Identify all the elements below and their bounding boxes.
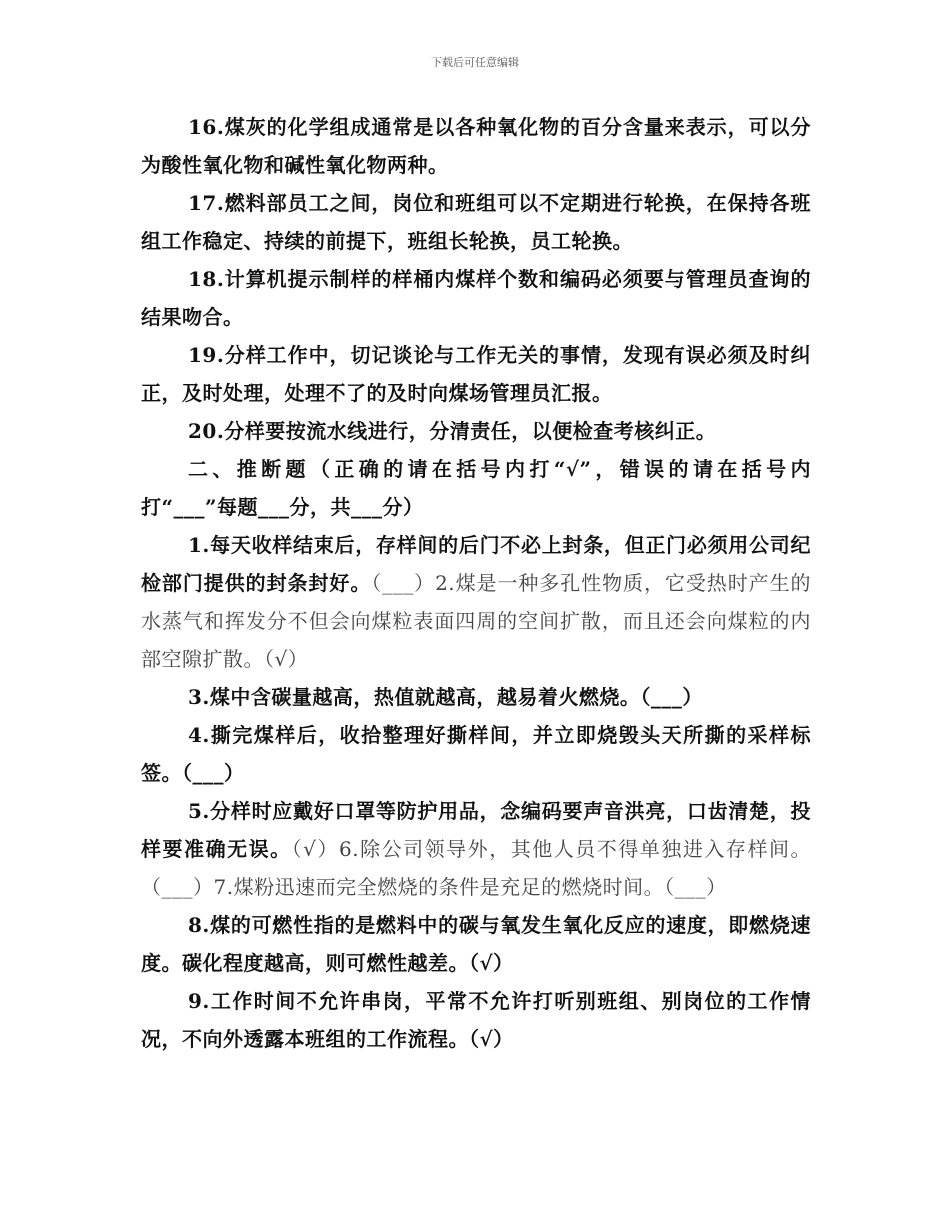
question-text: （___）2.煤是一种多孔性物质，它受热时产生的水蒸气和挥发分不但会向煤粒表面四周的空间扩散，而且还会向煤粒的内部空隙扩散。（√） [141, 571, 811, 671]
question-text: 4.撕完煤样后，收拾整理好撕样间，并立即烧毁头天所撕的采样标签。（___） [141, 723, 811, 785]
document-body [141, 108, 811, 1058]
question-3 [141, 678, 811, 716]
paragraph-text: 16.煤灰的化学组成通常是以各种氧化物的百分含量来表示，可以分为酸性氧化物和碱性氧化物两种。 [141, 115, 811, 177]
paragraph-text: 20.分样要按流水线进行，分清责任，以便检查考核纠正。 [188, 419, 717, 443]
section-heading-text: 二、推断题（正确的请在括号内打“√”，错误的请在括号内打“___”每题___分，共___分） [141, 457, 811, 519]
question-text: 3.煤中含碳量越高，热值就越高，越易着火燃烧。（___） [188, 685, 703, 709]
question-9 [141, 982, 811, 1058]
question-5-7 [141, 792, 811, 906]
question-text: 1.每天收样结束后，存样间的后门不必上封条，但正门必须用公司纪检部门提供的封条封好。 [141, 533, 811, 595]
paragraph-20 [141, 412, 811, 450]
question-text: 8.煤的可燃性指的是燃料中的碳与氧发生氧化反应的速度，即燃烧速度。碳化程度越高，则可燃性越差。（√） [141, 913, 811, 975]
page-header: 下载后可任意编辑 [431, 56, 519, 69]
question-8 [141, 906, 811, 982]
paragraph-16 [141, 108, 811, 184]
paragraph-18 [141, 260, 811, 336]
paragraph-text: 18.计算机提示制样的样桶内煤样个数和编码必须要与管理员查询的结果吻合。 [141, 267, 811, 329]
question-4 [141, 716, 811, 792]
paragraph-17 [141, 184, 811, 260]
paragraph-19 [141, 336, 811, 412]
paragraph-text: 17.燃料部员工之间，岗位和班组可以不定期进行轮换，在保持各班组工作稳定、持续的前提下，班组长轮换，员工轮换。 [141, 191, 811, 253]
section-heading-judgement [141, 450, 811, 526]
question-text: （√）6.除公司领导外，其他人员不得单独进入存样间。（___）7.煤粉迅速而完全燃烧的条件是充足的燃烧时间。（___） [141, 837, 812, 899]
question-text: 9.工作时间不允许串岗，平常不允许打听别班组、别岗位的工作情况，不向外透露本班组的工作流程。（√） [141, 989, 811, 1051]
question-1-2 [141, 526, 811, 678]
question-text: 5.分样时应戴好口罩等防护用品，念编码要声音洪亮，口齿清楚，投样要准确无误。 [141, 799, 811, 861]
paragraph-text: 19.分样工作中，切记谈论与工作无关的事情，发现有误必须及时纠正，及时处理，处理不了的及时向煤场管理员汇报。 [141, 343, 811, 405]
